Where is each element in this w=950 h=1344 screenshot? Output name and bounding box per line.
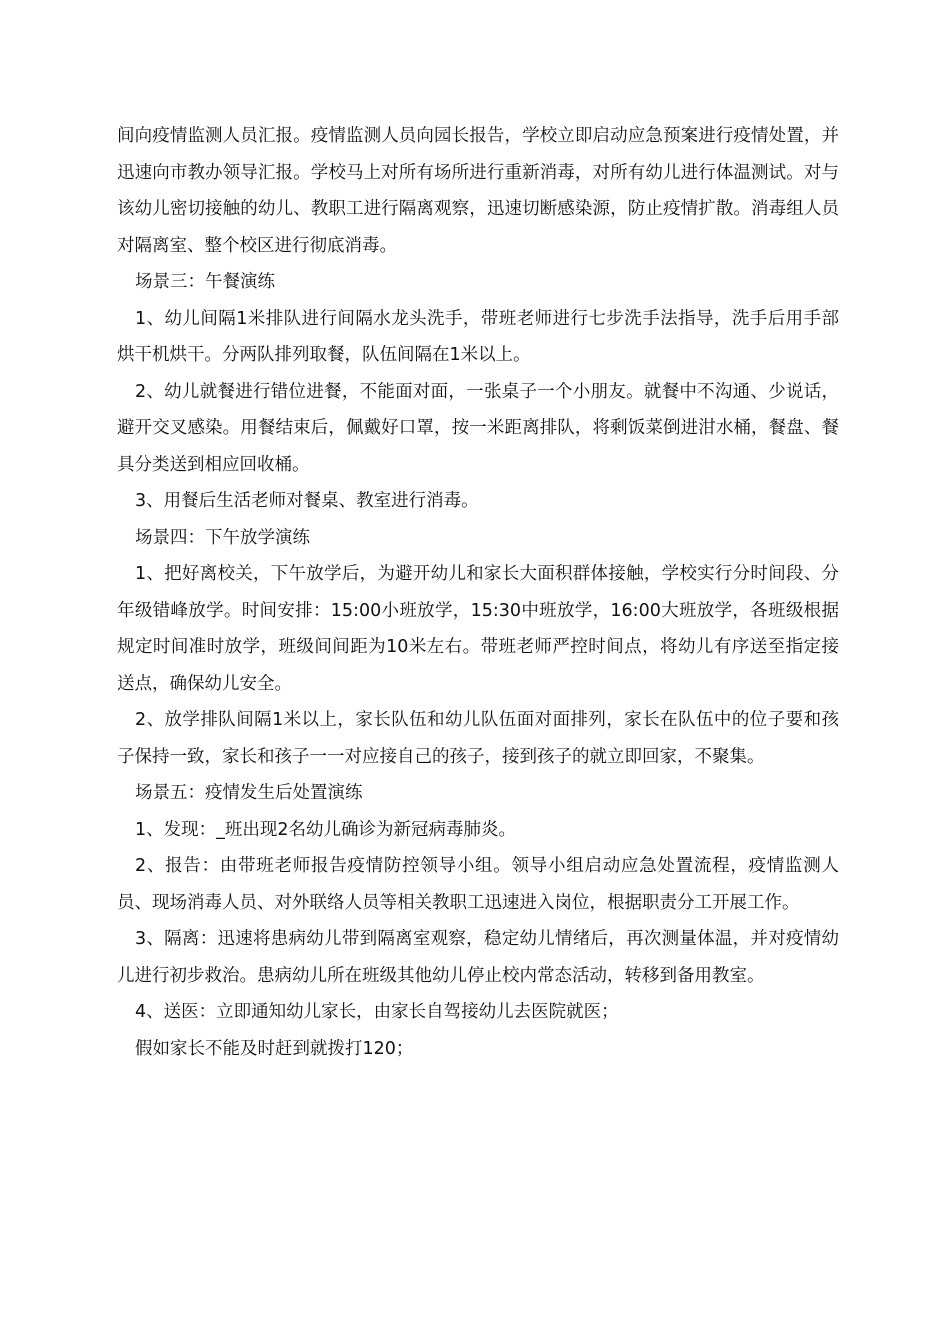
paragraph-dismissal-1: 1、把好离校关，下午放学后，为避开幼儿和家长大面积群体接触，学校实行分时间段、分年级错峰放学。时间安排：15:00小班放学，15:30中班放学，16:00大班放学，各班级根据规定时间准时放学，班级间间距为10米左右。带班老师严控时间点，将幼儿有序送至指定接送点，确保幼儿安全。	[117, 564, 839, 694]
paragraph-outbreak-2: 2、报告：由带班老师报告疫情防控领导小组。领导小组启动应急处置流程，疫情监测人员、现场消毒人员、对外联络人员等相关教职工迅速进入岗位，根据职责分工开展工作。	[117, 856, 839, 913]
paragraph-lunch-2: 2、幼儿就餐进行错位进餐，不能面对面，一张桌子一个小朋友。就餐中不沟通、少说话，避开交叉感染。用餐结束后，佩戴好口罩，按一米距离排队，将剩饭菜倒进泔水桶，餐盘、餐具分类送到相应回收桶。	[117, 381, 839, 475]
paragraph-continuation: 间向疫情监测人员汇报。疫情监测人员向园长报告，学校立即启动应急预案进行疫情处置，并迅速向市教办领导汇报。学校马上对所有场所进行重新消毒，对所有幼儿进行体温测试。对与该幼儿密切接触的幼儿、教职工进行隔离观察，迅速切断感染源，防止疫情扩散。消毒组人员对隔离室、整个校区进行彻底消毒。	[117, 126, 839, 256]
paragraph-lunch-3: 3、用餐后生活老师对餐桌、教室进行消毒。	[135, 491, 479, 511]
paragraph-outbreak-4: 4、送医：立即通知幼儿家长，由家长自驾接幼儿去医院就医；	[135, 1002, 619, 1022]
section-heading-outbreak: 场景五：疫情发生后处置演练	[135, 783, 363, 803]
document-body	[117, 118, 839, 1067]
paragraph-dismissal-2: 2、放学排队间隔1米以上，家长队伍和幼儿队伍面对面排列，家长在队伍中的位子要和孩子保持一致，家长和孩子一一对应接自己的孩子，接到孩子的就立即回家，不聚集。	[117, 710, 839, 767]
paragraph-outbreak-3: 3、隔离：迅速将患病幼儿带到隔离室观察，稳定幼儿情绪后，再次测量体温，并对疫情幼儿进行初步救治。患病幼儿所在班级其他幼儿停止校内常态活动，转移到备用教室。	[117, 929, 839, 986]
section-heading-lunch: 场景三：午餐演练	[135, 272, 275, 292]
paragraph-lunch-1: 1、幼儿间隔1米排队进行间隔水龙头洗手，带班老师进行七步洗手法指导，洗手后用手部烘干机烘干。分两队排列取餐，队伍间隔在1米以上。	[117, 308, 839, 365]
paragraph-outbreak-1: 1、发现：_班出现2名幼儿确诊为新冠病毒肺炎。	[135, 819, 517, 840]
section-heading-dismissal: 场景四：下午放学演练	[135, 527, 310, 548]
paragraph-outbreak-5: 假如家长不能及时赶到就拨打120；	[135, 1038, 414, 1059]
